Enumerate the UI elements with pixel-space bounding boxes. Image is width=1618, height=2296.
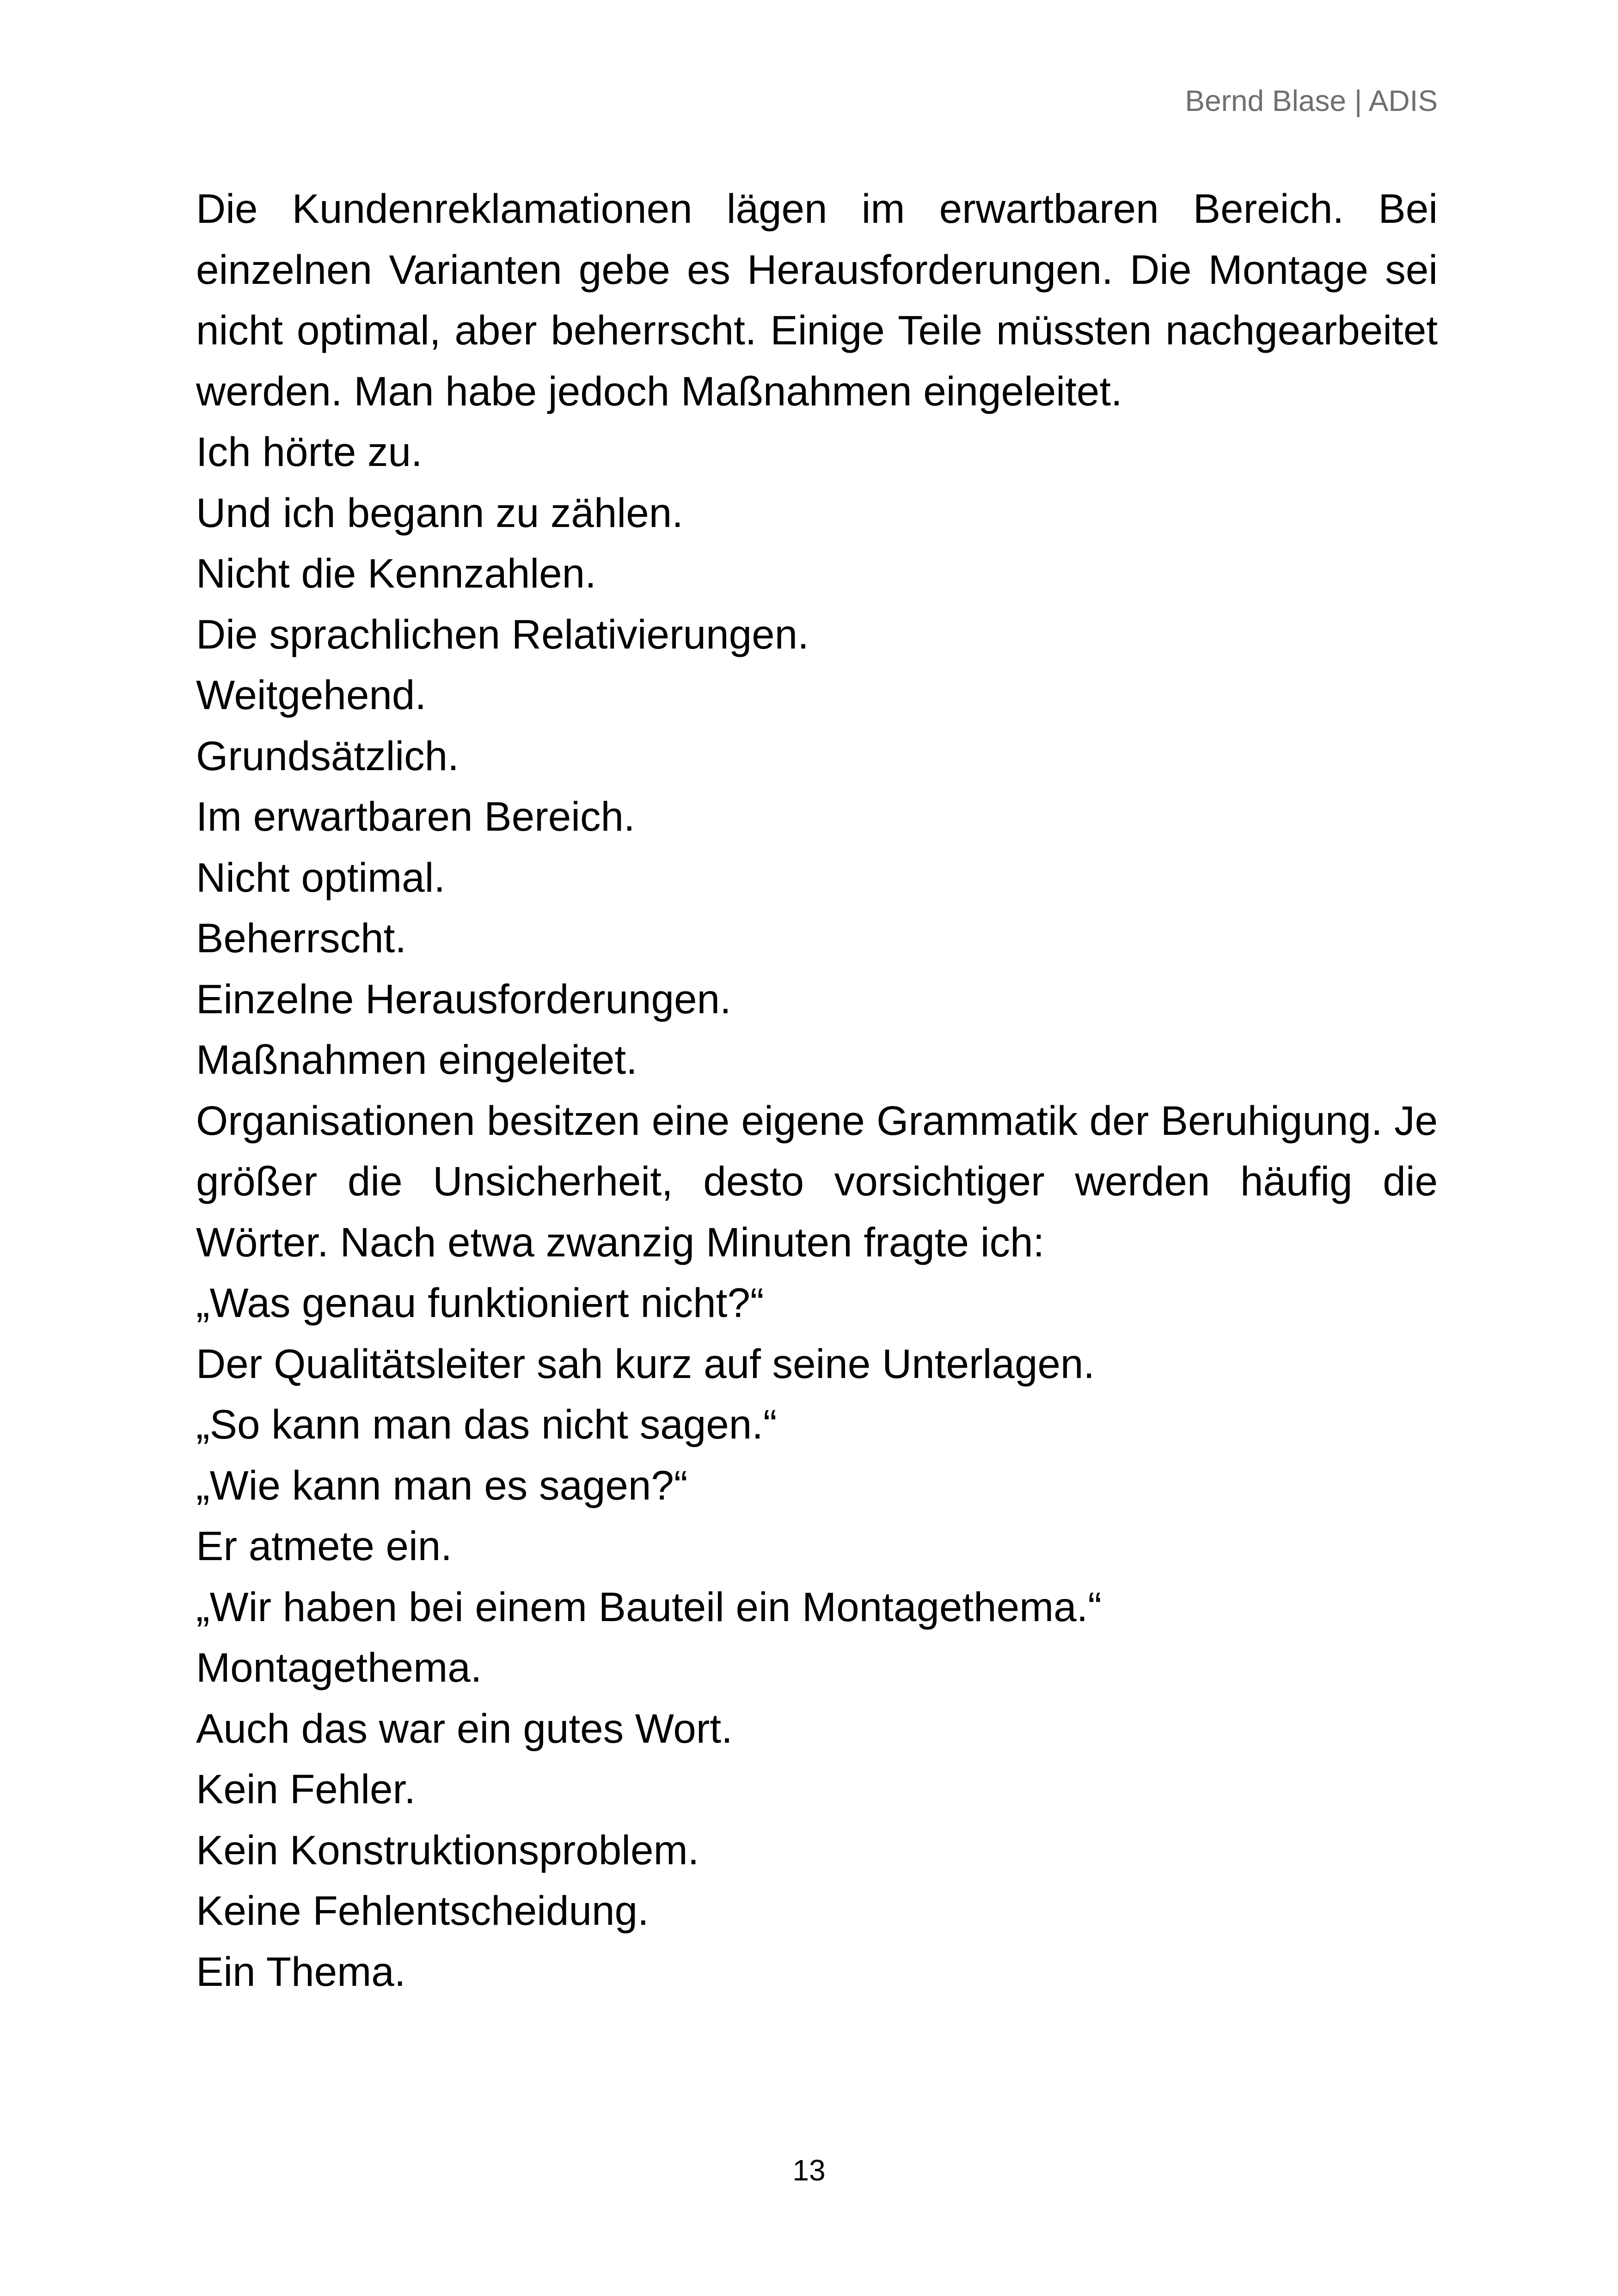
paragraph: Die sprachlichen Relativierungen.: [196, 611, 809, 657]
paragraph: „Was genau funktioniert nicht?“: [196, 1280, 764, 1326]
paragraph: Grundsätzlich.: [196, 732, 459, 779]
paragraph: „So kann man das nicht sagen.“: [196, 1401, 777, 1447]
paragraph: Nicht optimal.: [196, 854, 446, 900]
paragraph: Montagethema.: [196, 1644, 482, 1690]
paragraph: Und ich begann zu zählen.: [196, 489, 683, 536]
paragraph: Weitgehend.: [196, 672, 427, 718]
paragraph: Er atmete ein.: [196, 1523, 453, 1569]
body-text: [196, 178, 1438, 2002]
paragraph: Die Kundenreklamationen lägen im erwartbaren Bereich. Bei einzelnen Varianten gebe es Herausforderungen. Die Montage sei nicht optimal, aber beherrscht. Einige Teile müssten nachgearbeitet werden. Man habe jedoch Maßnahmen eingeleitet.: [196, 185, 1438, 414]
paragraph: Beherrscht.: [196, 915, 407, 961]
paragraph: Keine Fehlentscheidung.: [196, 1887, 649, 1934]
paragraph: Ich hörte zu.: [196, 429, 423, 475]
paragraph: Der Qualitätsleiter sah kurz auf seine Unterlagen.: [196, 1340, 1095, 1387]
paragraph: Maßnahmen eingeleitet.: [196, 1036, 637, 1083]
paragraph: Im erwartbaren Bereich.: [196, 793, 635, 839]
paragraph: Nicht die Kennzahlen.: [196, 550, 596, 596]
paragraph: Kein Konstruktionsproblem.: [196, 1826, 699, 1873]
paragraph: „Wie kann man es sagen?“: [196, 1462, 688, 1508]
running-header: Bernd Blase | ADIS: [1185, 84, 1438, 117]
page-number: 13: [792, 2154, 826, 2187]
paragraph: „Wir haben bei einem Bauteil ein Montagethema.“: [196, 1583, 1102, 1630]
paragraph: Ein Thema.: [196, 1948, 406, 1995]
paragraph: Organisationen besitzen eine eigene Grammatik der Beruhigung. Je größer die Unsicherheit, desto vorsichtiger werden häufig die Wörter. Nach etwa zwanzig Minuten fragte ich:: [196, 1097, 1438, 1265]
paragraph: Einzelne Herausforderungen.: [196, 975, 731, 1022]
paragraph: Kein Fehler.: [196, 1766, 416, 1812]
paragraph: Auch das war ein gutes Wort.: [196, 1705, 733, 1751]
